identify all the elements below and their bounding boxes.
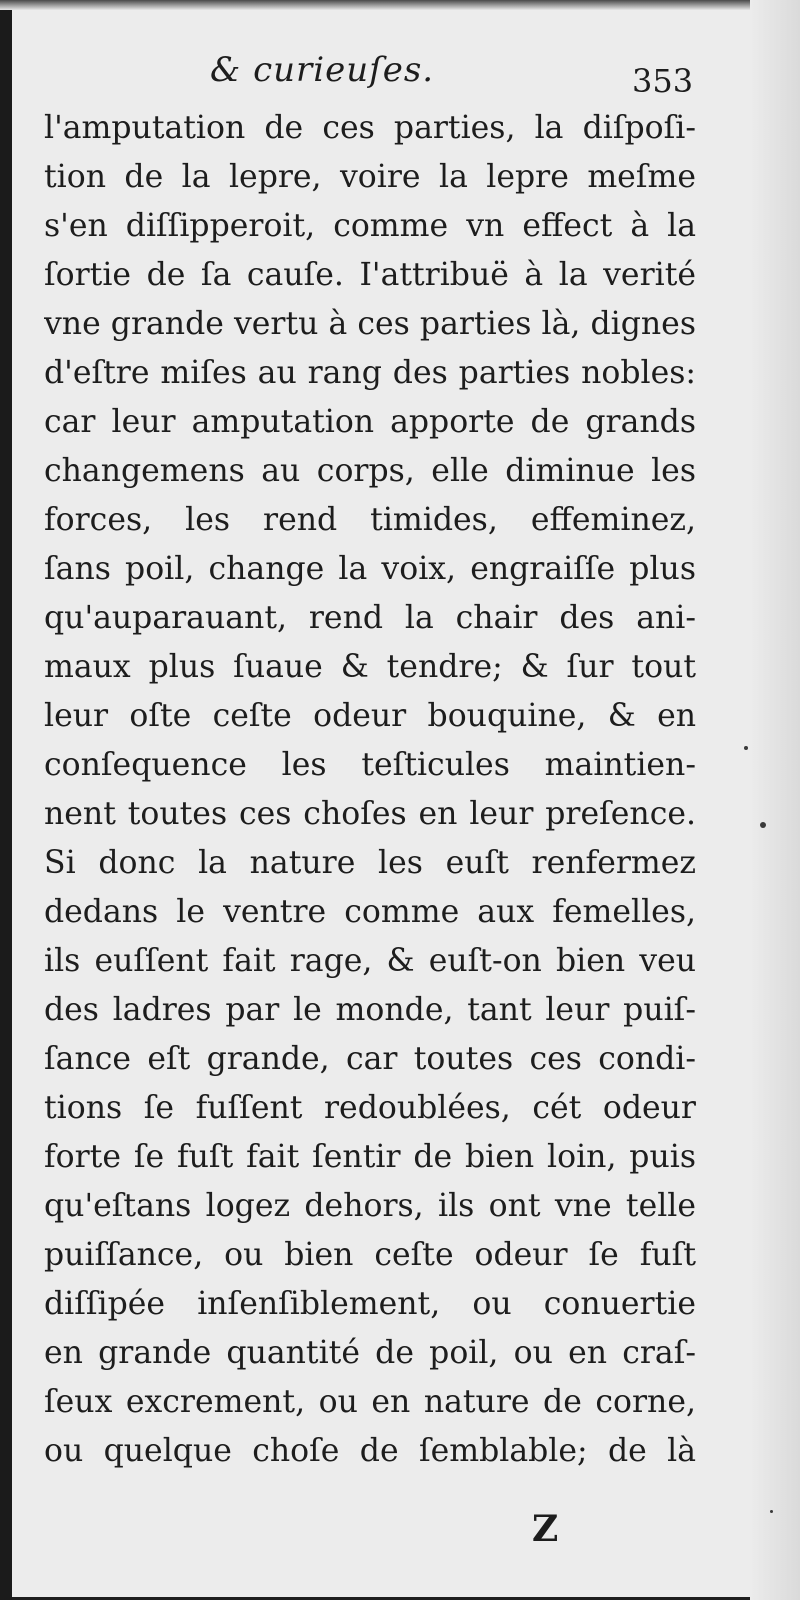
running-head: & curieuſes. (210, 50, 435, 90)
text-line: diſſipée inſenſiblement, ou conuertie (44, 1286, 696, 1322)
signature-mark: Z (532, 1508, 559, 1550)
text-line: ou quelque choſe de ſemblable; de là (44, 1433, 696, 1469)
text-line: forte ſe fuſt fait ſentir de bien loin, puis (44, 1139, 696, 1175)
text-line: des ladres par le monde, tant leur puiſ- (44, 992, 696, 1028)
text-line: ils euſſent fait rage, & euſt-on bien veu (44, 943, 696, 979)
page-gutter-shadow (0, 0, 12, 1600)
text-line: Si donc la nature les euſt renfermez (44, 845, 696, 881)
text-line: l'amputation de ces parties, la diſpoſi- (44, 110, 696, 146)
text-line: nent toutes ces choſes en leur preſence. (44, 796, 696, 832)
text-line: en grande quantité de poil, ou en craſ- (44, 1335, 696, 1371)
text-line: tion de la lepre, voire la lepre meſme (44, 159, 696, 195)
body-text (44, 104, 696, 1476)
text-line: ſortie de ſa cauſe. I'attribuë à la verité (44, 257, 696, 293)
text-line: d'eſtre miſes au rang des parties nobles: (44, 355, 696, 391)
text-line: s'en diſſipperoit, comme vn effect à la (44, 208, 696, 244)
page-top-shadow (0, 0, 800, 10)
paper-speck (744, 746, 748, 750)
page-number: 353 (632, 62, 694, 100)
text-line: maux plus ſuaue & tendre; & ſur tout (44, 649, 696, 685)
text-line: tions ſe fuſſent redoublées, cét odeur (44, 1090, 696, 1126)
text-line: leur oſte ceſte odeur bouquine, & en (44, 698, 696, 734)
text-line: changemens au corps, elle diminue les (44, 453, 696, 489)
paper-speck (760, 822, 766, 828)
text-line: forces, les rend timides, effeminez, (44, 502, 696, 538)
text-line: car leur amputation apporte de grands (44, 404, 696, 440)
text-line: puiſſance, ou bien ceſte odeur ſe fuſt (44, 1237, 696, 1273)
text-line: ſeux excrement, ou en nature de corne, (44, 1384, 696, 1420)
text-line: qu'auparauant, rend la chair des ani- (44, 600, 696, 636)
text-line: dedans le ventre comme aux femelles, (44, 894, 696, 930)
paper-speck (770, 1510, 773, 1513)
page-right-edge (750, 0, 800, 1600)
text-line: conſequence les teſticules maintien- (44, 747, 696, 783)
text-line: qu'eſtans logez dehors, ils ont vne telle (44, 1188, 696, 1224)
text-line: vne grande vertu à ces parties là, dignes (44, 306, 696, 342)
text-line: ſans poil, change la voix, engraiſſe plus (44, 551, 696, 587)
text-line: ſance eſt grande, car toutes ces condi- (44, 1041, 696, 1077)
